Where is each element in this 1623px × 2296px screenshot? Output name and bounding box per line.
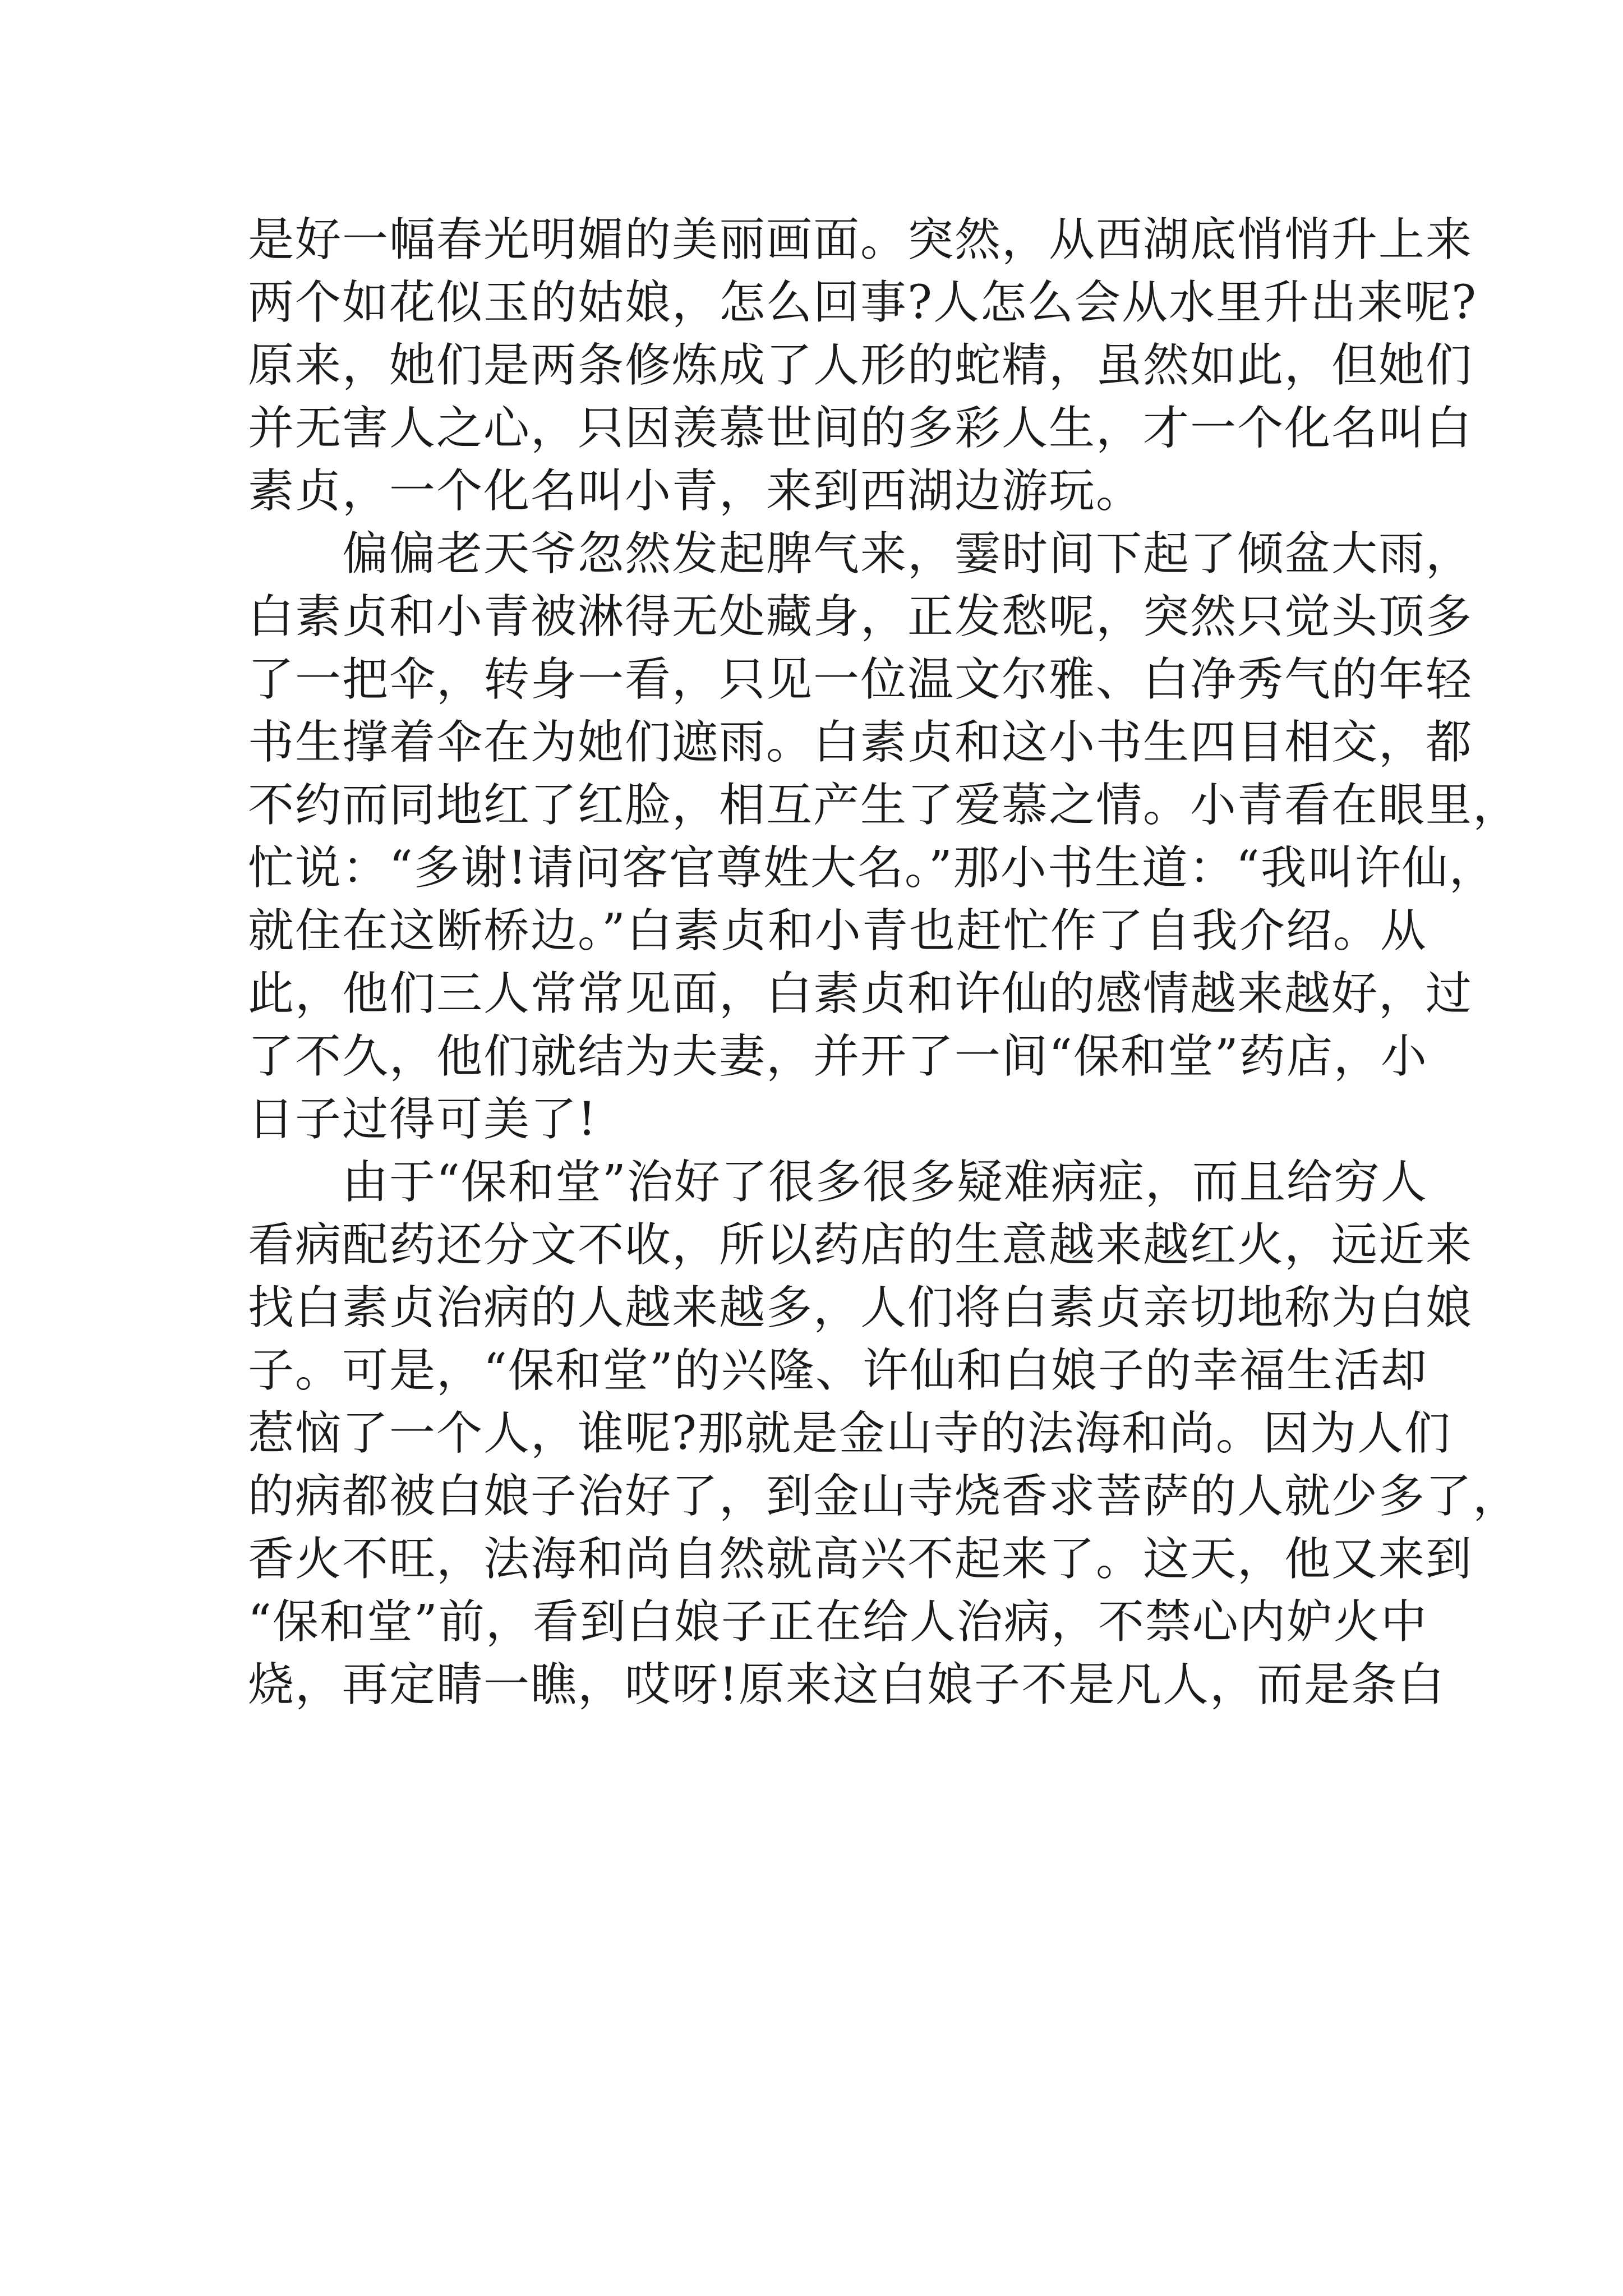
text-line: 原来，她们是两条修炼成了人形的蛇精，虽然如此，但她们 [248,339,1473,392]
text-line: 不约而同地红了红脸，相互产生了爱慕之情。小青看在眼里， [248,779,1520,832]
text-line: 就住在这断桥边。”白素贞和小青也赶忙作了自我介绍。从 [248,904,1427,958]
paragraph-first-line: 由于“保和堂”治好了很多很多疑难病症，而且给穷人 [342,1156,1428,1209]
paragraph-first-line: 偏偏老天爷忽然发起脾气来，霎时间下起了倾盆大雨， [342,527,1473,581]
text-line: 找白素贞治病的人越来越多，人们将白素贞亲切地称为白娘 [248,1281,1473,1335]
text-line: 的病都被白娘子治好了，到金山寺烧香求菩萨的人就少多了， [248,1470,1520,1523]
text-line: 烧，再定睛一瞧，哎呀!原来这白娘子不是凡人，而是条白 [248,1658,1445,1711]
text-line: 了不久，他们就结为夫妻，并开了一间“保和堂”药店，小 [248,1030,1428,1083]
text-line: 看病配药还分文不收，所以药店的生意越来越红火，远近来 [248,1218,1473,1272]
text-line: 香火不旺，法海和尚自然就高兴不起来了。这天，他又来到 [248,1533,1473,1586]
text-line: 书生撑着伞在为她们遮雨。白素贞和这小书生四目相交，都 [248,716,1473,769]
text-line: 惹恼了一个人，谁呢?那就是金山寺的法海和尚。因为人们 [248,1407,1451,1460]
text-line: “保和堂”前，看到白娘子正在给人治病，不禁心内妒火中 [248,1595,1428,1649]
text-line: 是好一幅春光明媚的美丽画面。突然，从西湖底悄悄升上来 [248,213,1473,266]
text-line: 并无害人之心，只因羡慕世间的多彩人生，才一个化名叫白 [248,402,1473,455]
text-line: 两个如花似玉的姑娘，怎么回事?人怎么会从水里升出来呢? [248,276,1477,329]
body-text [248,209,1520,1717]
text-line: 了一把伞，转身一看，只见一位温文尔雅、白净秀气的年轻 [248,653,1473,706]
text-line: 忙说：“多谢!请问客官尊姓大名。”那小书生道：“我叫许仙， [248,841,1496,895]
text-line: 素贞，一个化名叫小青，来到西湖边游玩。 [248,464,1144,518]
text-line: 白素贞和小青被淋得无处藏身，正发愁呢，突然只觉头顶多 [248,590,1473,643]
text-line: 此，他们三人常常见面，白素贞和许仙的感情越来越好，过 [248,967,1473,1020]
text-line: 日子过得可美了! [248,1093,597,1146]
text-line: 子。可是，“保和堂”的兴隆、许仙和白娘子的幸福生活却 [248,1344,1428,1397]
